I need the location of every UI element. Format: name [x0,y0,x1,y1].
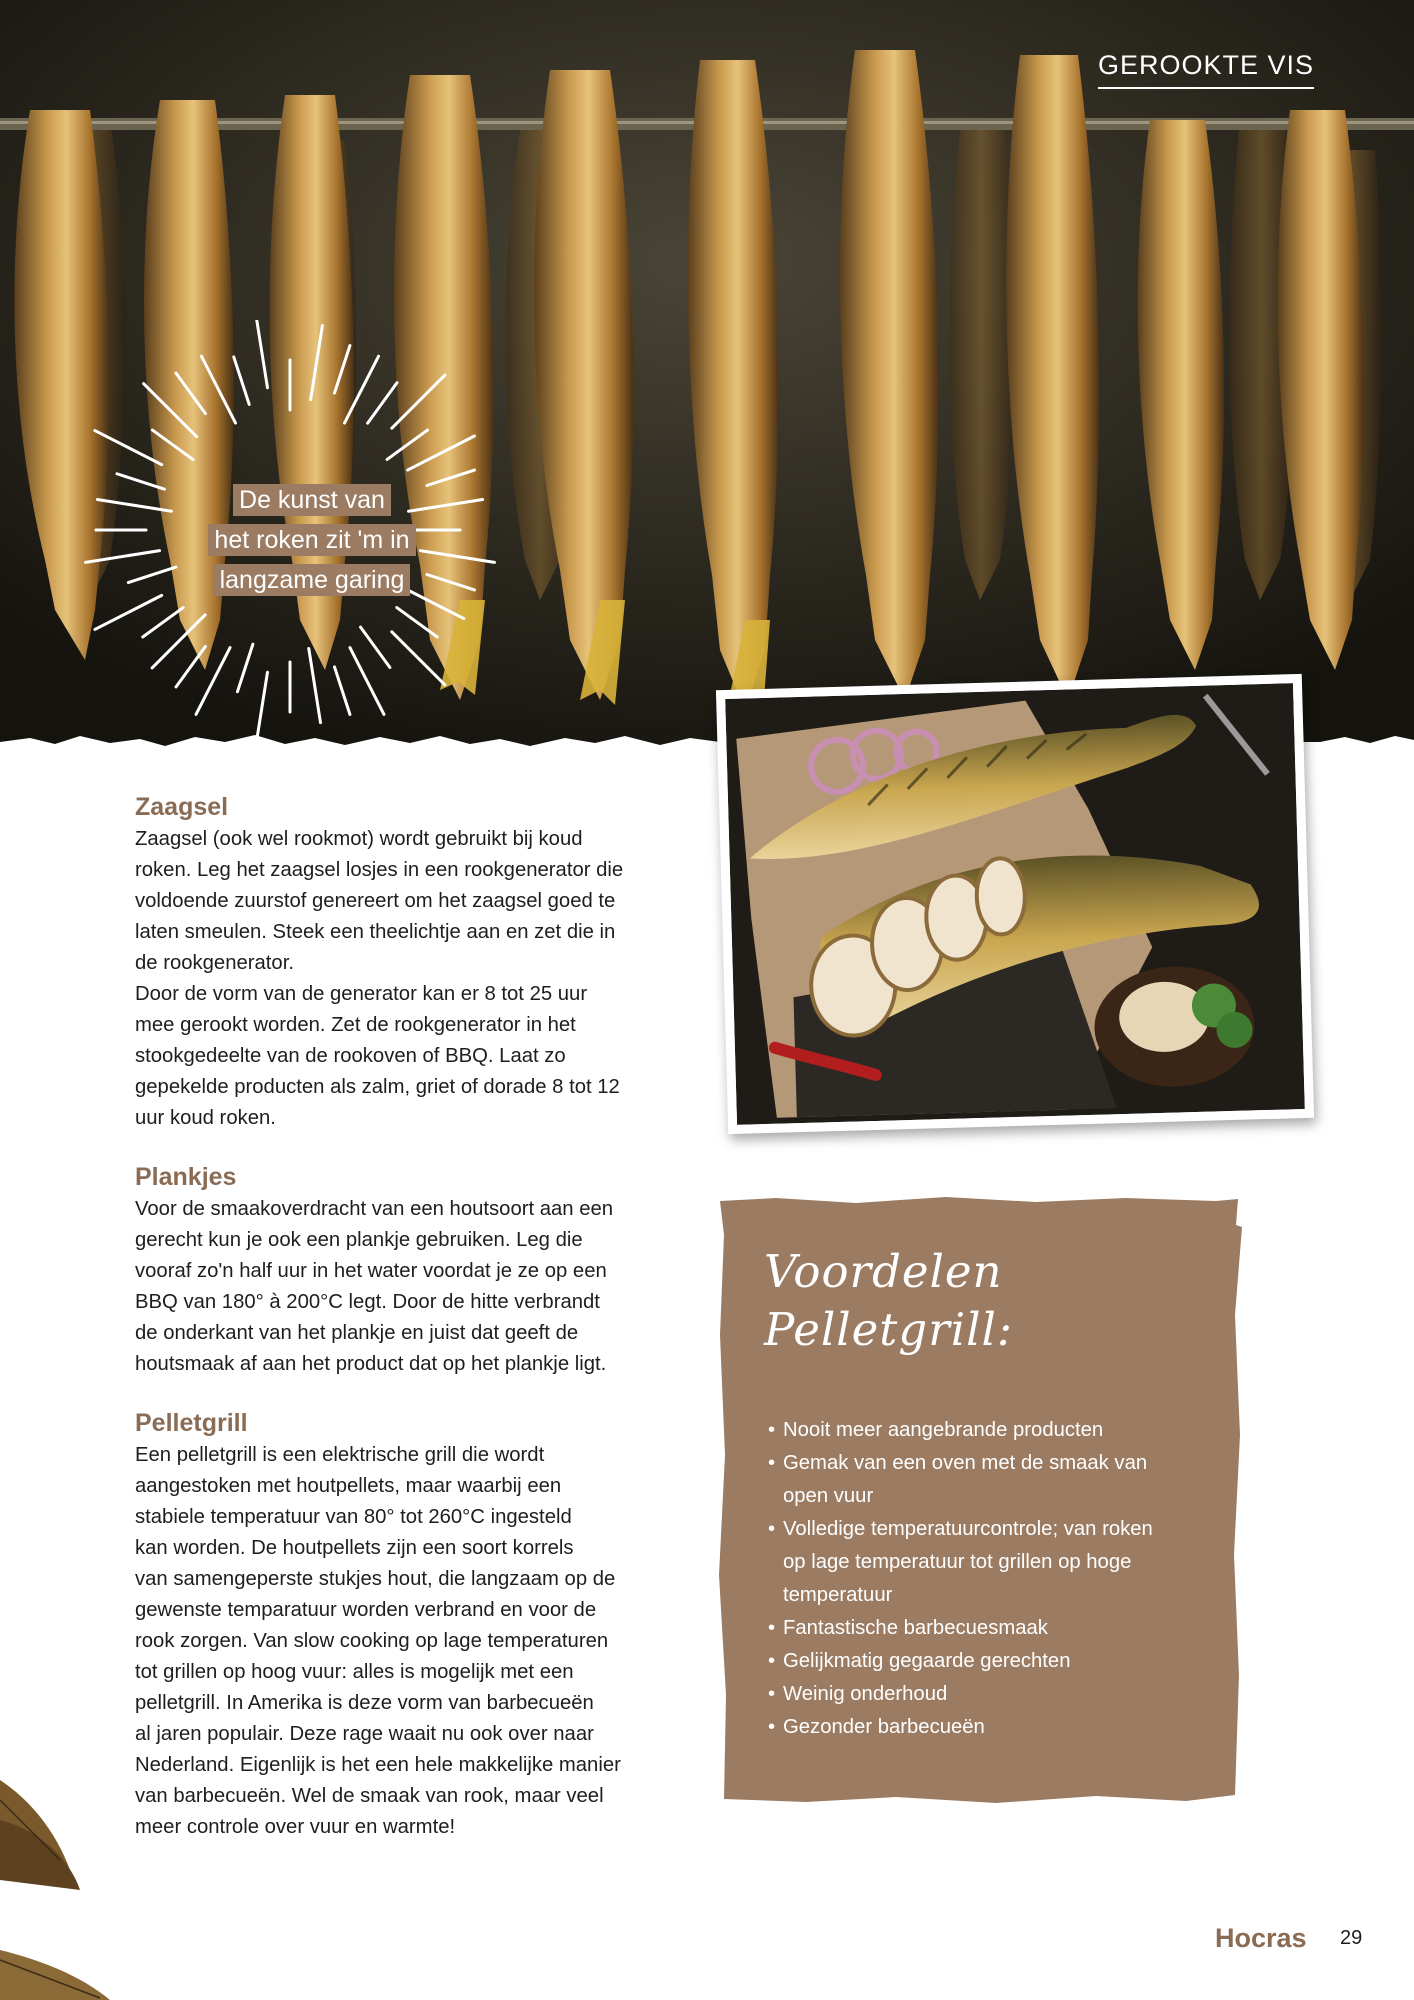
benefits-title [764,1243,1204,1359]
benefits-title-line: Voordelen [764,1245,1003,1298]
text-line: Zaagsel (ook wel rookmot) wordt gebruikt bij koud [135,828,583,850]
bullet: • [768,1650,776,1672]
list-item-text: open vuur [783,1485,874,1507]
text-line: uur koud roken. [135,1107,276,1129]
text-line: Een pelletgrill is een elektrische grill die wordt [135,1444,545,1466]
text-line: Nederland. Eigenlijk is het een hele makkelijke manier [135,1754,621,1776]
list-item-text: Gelijkmatig gegaarde gerechten [783,1650,1071,1672]
bullet: • [768,1518,776,1540]
bullet: • [768,1419,776,1441]
list-item [768,1513,1208,1612]
mackerel-photo [716,674,1314,1134]
list-item-text: temperatuur [783,1584,893,1606]
benefits-title-line: Pelletgrill: [764,1303,1014,1356]
benefits-list [768,1414,1208,1744]
text-line: tot grillen op hoog vuur: alles is mogelijk met een [135,1661,574,1683]
text-line: laten smeulen. Steek een theelichtje aan en zet die in [135,921,616,943]
callout-quote [192,480,432,600]
section-heading-zaagsel: Zaagsel [135,793,229,821]
section-body-pelletgrill [135,1440,665,1843]
benefits-box [716,1195,1244,1807]
list-item [768,1645,1208,1678]
text-line: roken. Leg het zaagsel losjes in een rookgenerator die [135,859,624,881]
list-item [768,1711,1208,1744]
hero-image [0,0,1414,750]
list-item-text: op lage temperatuur tot grillen op hoge [783,1551,1132,1573]
text-line: gewenste temparatuur worden verbrand en voor de [135,1599,597,1621]
list-item-text: Gezonder barbecueën [783,1716,985,1738]
callout-line: De kunst van [233,484,391,516]
text-line: Voor de smaakoverdracht van een houtsoort aan een [135,1198,614,1220]
list-item-text: Nooit meer aangebrande producten [783,1419,1104,1441]
text-line: aangestoken met houtpellets, maar waarbij een [135,1475,562,1497]
text-line: houtsmaak af aan het product dat op het plankje ligt. [135,1353,607,1375]
text-line: al jaren populair. Deze rage waait nu ook over naar [135,1723,594,1745]
text-line: stookgedeelte van de rookoven of BBQ. Laat zo [135,1045,566,1067]
list-item-text: Gemak van een oven met de smaak van [783,1452,1148,1474]
feather-decoration [0,1760,120,2000]
section-heading-pelletgrill: Pelletgrill [135,1409,248,1437]
text-line: stabiele temperatuur van 80° tot 260°C ingesteld [135,1506,572,1528]
text-line: mee gerookt worden. Zet de rookgenerator in het [135,1014,576,1036]
list-item-text: Fantastische barbecuesmaak [783,1617,1048,1639]
section-body-plankjes [135,1194,665,1380]
text-line: van samengeperste stukjes hout, die langzaam op de [135,1568,616,1590]
text-line: gepekelde producten als zalm, griet of dorade 8 tot 12 [135,1076,620,1098]
bullet: • [768,1617,776,1639]
brand-logo: Hocras [1215,1923,1307,1953]
text-line: de onderkant van het plankje en juist dat geeft de [135,1322,579,1344]
text-line: de rookgenerator. [135,952,294,974]
text-line: vooraf zo'n half uur in het water voordat je ze op een [135,1260,607,1282]
text-line: van barbecueën. Wel de smaak van rook, maar veel [135,1785,604,1807]
list-item-text: Volledige temperatuurcontrole; van roken [783,1518,1153,1540]
text-line: pelletgrill. In Amerika is deze vorm van barbecueën [135,1692,594,1714]
list-item [768,1414,1208,1447]
list-item [768,1612,1208,1645]
text-line: meer controle over vuur en warmte! [135,1816,456,1838]
list-item [768,1447,1208,1513]
text-line: gerecht kun je ook een plankje gebruiken. Leg die [135,1229,583,1251]
callout-line: het roken zit 'm in [208,524,415,556]
text-line: Door de vorm van de generator kan er 8 tot 25 uur [135,983,588,1005]
section-body-zaagsel [135,824,665,1134]
callout-line: langzame garing [214,564,411,596]
section-heading-plankjes: Plankjes [135,1163,237,1191]
text-line: voldoende zuurstof genereert om het zaagsel goed te [135,890,616,912]
text-line: BBQ van 180° à 200°C legt. Door de hitte verbrandt [135,1291,600,1313]
list-item [768,1678,1208,1711]
text-line: rook zorgen. Van slow cooking op lage temperaturen [135,1630,609,1652]
bullet: • [768,1716,776,1738]
page-number: 29 [1340,1927,1363,1949]
bullet: • [768,1683,776,1705]
article-column [135,790,665,1843]
list-item-text: Weinig onderhoud [783,1683,948,1705]
section-label: GEROOKTE VIS [1098,50,1314,89]
bullet: • [768,1452,776,1474]
text-line: kan worden. De houtpellets zijn een soort korrels [135,1537,574,1559]
